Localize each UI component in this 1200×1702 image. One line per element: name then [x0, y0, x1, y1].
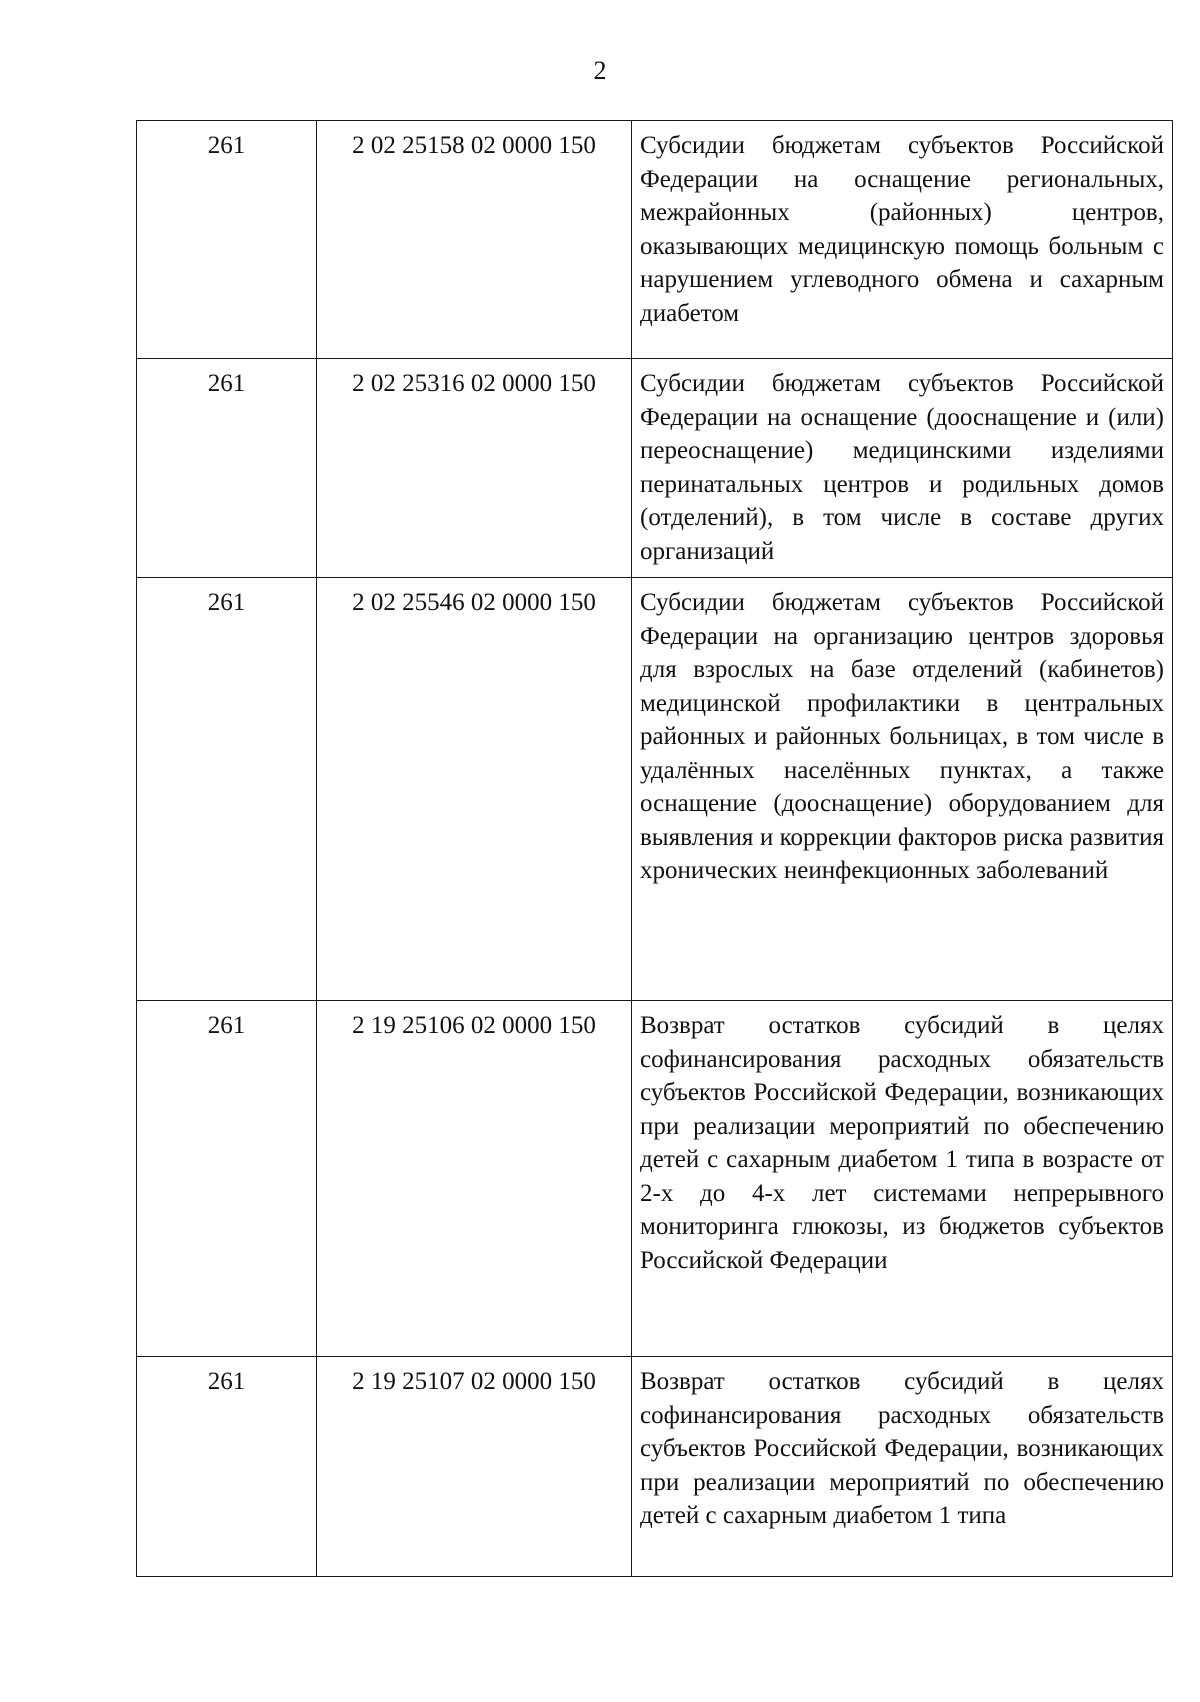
budget-code-cell: 2 19 25106 02 0000 150 — [317, 1001, 632, 1357]
admin-code-cell: 261 — [137, 121, 317, 359]
budget-codes-table — [136, 120, 1173, 1577]
budget-code-cell: 2 02 25316 02 0000 150 — [317, 359, 632, 578]
description-cell: Возврат остатков субсидий в целях софинансирования расходных обязательств субъектов Российской Федерации, возникающих при реализации мероприятий по обеспечению детей с сахарным диабетом 1 типа — [632, 1357, 1173, 1577]
description-cell: Субсидии бюджетам субъектов Российской Федерации на оснащение (дооснащение и (или) переоснащение) медицинскими изделиями перинатальных центров и родильных домов (отделений), в том числе в составе других организаций — [632, 359, 1173, 578]
description-cell: Возврат остатков субсидий в целях софинансирования расходных обязательств субъектов Российской Федерации, возникающих при реализации мероприятий по обеспечению детей с сахарным диабетом 1 типа в возрасте от 2-х до 4-х лет системами непрерывного мониторинга глюкозы, из бюджетов субъектов Российской Федерации — [632, 1001, 1173, 1357]
description-cell: Субсидии бюджетам субъектов Российской Федерации на организацию центров здоровья для взрослых на базе отделений (кабинетов) медицинской профилактики в центральных районных и районных больницах, в том числе в удалённых населённых пунктах, а также оснащение (дооснащение) оборудованием для выявления и коррекции факторов риска развития хронических неинфекционных заболеваний — [632, 578, 1173, 1001]
admin-code-cell: 261 — [137, 359, 317, 578]
budget-code-cell: 2 19 25107 02 0000 150 — [317, 1357, 632, 1577]
admin-code-cell: 261 — [137, 578, 317, 1001]
admin-code-cell: 261 — [137, 1357, 317, 1577]
table-row — [137, 121, 1173, 359]
admin-code-cell: 261 — [137, 1001, 317, 1357]
table-row — [137, 1001, 1173, 1357]
budget-code-cell: 2 02 25546 02 0000 150 — [317, 578, 632, 1001]
page-number: 2 — [593, 56, 607, 85]
table-row — [137, 578, 1173, 1001]
table-row — [137, 359, 1173, 578]
table-row — [137, 1357, 1173, 1577]
description-cell: Субсидии бюджетам субъектов Российской Федерации на оснащение региональных, межрайонных (районных) центров, оказывающих медицинскую помощь больным с нарушением углеводного обмена и сахарным диабетом — [632, 121, 1173, 359]
budget-code-cell: 2 02 25158 02 0000 150 — [317, 121, 632, 359]
